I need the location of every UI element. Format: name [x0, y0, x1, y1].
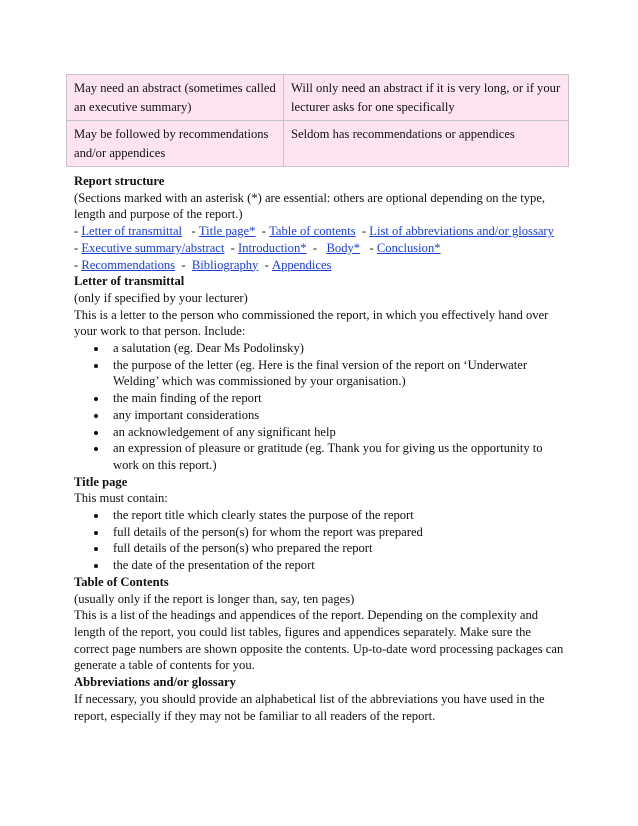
table-cell: May need an abstract (sometimes called an executive summary)	[67, 75, 284, 121]
link-table-of-contents[interactable]: Table of contents	[269, 224, 356, 239]
link-title-page[interactable]: Title page*	[198, 224, 256, 239]
list-item: any important considerations	[74, 407, 566, 424]
structure-links-line-3: - Recommendations - Bibliography - Appendices	[74, 257, 332, 272]
document-body	[74, 173, 566, 724]
section-intro: (Sections marked with an asterisk (*) are essential: others are optional depending on the type, length and purpose of the report.)	[74, 190, 546, 222]
section-heading: Letter of transmittal	[74, 274, 185, 289]
list-item: the date of the presentation of the report	[74, 557, 566, 574]
table-row	[67, 75, 569, 121]
table-row	[67, 121, 569, 167]
link-recommendations[interactable]: Recommendations	[81, 257, 176, 272]
structure-links-line-1: - Letter of transmittal - Title page* - Table of contents - List of abbreviations and/or glossary	[74, 224, 554, 239]
section-text: This is a letter to the person who commissioned the report, in which you effectively hand over your work to that person. Include:	[74, 307, 549, 339]
link-executive-summary[interactable]: Executive summary/abstract	[81, 240, 225, 255]
bullet-list	[74, 340, 566, 474]
section-note: (only if specified by your lecturer)	[74, 290, 248, 305]
section-heading: Report structure	[74, 174, 165, 188]
list-item: the main finding of the report	[74, 390, 566, 407]
link-conclusion[interactable]: Conclusion*	[376, 240, 441, 255]
link-body[interactable]: Body*	[326, 240, 361, 255]
list-item: full details of the person(s) who prepared the report	[74, 540, 566, 557]
comparison-table	[66, 74, 569, 167]
section-text: This must contain:	[74, 491, 168, 506]
bullet-list	[74, 507, 566, 574]
list-item: the report title which clearly states the purpose of the report	[74, 507, 566, 524]
section-heading: Title page	[74, 474, 128, 489]
link-bibliography[interactable]: Bibliography	[191, 257, 259, 272]
table-cell: May be followed by recommendations and/or appendices	[67, 121, 284, 167]
table-cell: Seldom has recommendations or appendices	[284, 121, 569, 167]
section-text: This is a list of the headings and appendices of the report. Depending on the complexity and length of the report, you could list tables, figures and appendices separately. Make sure the correct page numbers are shown opposite the contents. Up-to-date word processing packages can generate a table of contents for you.	[74, 608, 564, 673]
section-text: If necessary, you should provide an alphabetical list of the abbreviations you have used in the report, especially if they may not be familiar to all readers of the report.	[74, 691, 545, 723]
link-letter-of-transmittal[interactable]: Letter of transmittal	[81, 224, 183, 239]
table-cell: Will only need an abstract if it is very long, or if your lecturer asks for one specifically	[284, 75, 569, 121]
structure-links-line-2: - Executive summary/abstract - Introduction* - Body* - Conclusion*	[74, 240, 441, 255]
section-note: (usually only if the report is longer than, say, ten pages)	[74, 591, 355, 606]
section-heading: Abbreviations and/or glossary	[74, 675, 236, 690]
link-abbreviations-glossary[interactable]: List of abbreviations and/or glossary	[369, 224, 554, 239]
section-heading: Table of Contents	[74, 574, 169, 589]
link-appendices[interactable]: Appendices	[271, 257, 332, 272]
list-item: a salutation (eg. Dear Ms Podolinsky)	[74, 340, 566, 357]
list-item: the purpose of the letter (eg. Here is the final version of the report on ‘Underwater Welding’ which was commissioned by your organisation.)	[74, 357, 566, 390]
list-item: an acknowledgement of any significant help	[74, 424, 566, 441]
link-introduction[interactable]: Introduction*	[238, 240, 307, 255]
list-item: an expression of pleasure or gratitude (eg. Thank you for giving us the opportunity to work on this report.)	[74, 440, 566, 473]
list-item: full details of the person(s) for whom the report was prepared	[74, 524, 566, 541]
